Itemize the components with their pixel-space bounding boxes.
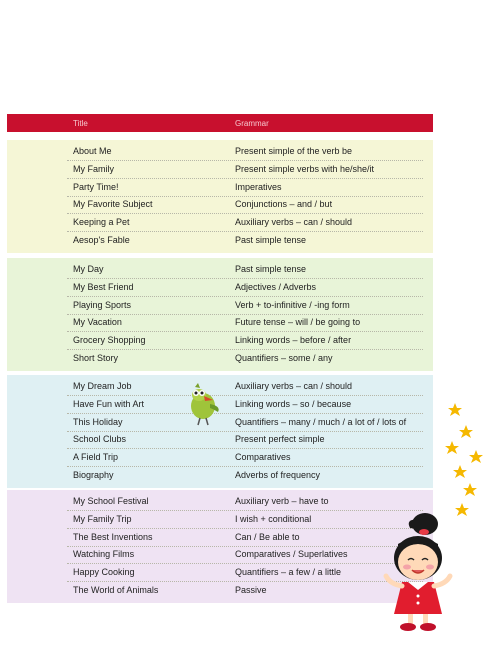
- grammar-topic: Quantifiers – some / any: [235, 353, 333, 363]
- grammar-topic: Can / Be able to: [235, 531, 300, 542]
- grammar-topic: Quantifiers – a few / a little: [235, 567, 342, 578]
- table-row: [7, 179, 433, 197]
- table-row: [7, 214, 433, 232]
- grammar-topic: Linking words – so / because: [235, 398, 352, 409]
- unit-section: [7, 258, 433, 371]
- grammar-topic: Present simple of the verb be: [235, 146, 353, 156]
- grammar-topic: Past simple tense: [235, 235, 307, 245]
- unit-section: [7, 140, 433, 253]
- unit-title: Short Story: [73, 353, 119, 363]
- unit-title: My Vacation: [73, 317, 122, 328]
- table-row: [7, 261, 433, 279]
- grammar-topic: I wish + conditional: [235, 513, 312, 524]
- table-row: [7, 143, 433, 161]
- grammar-topic: Verb + to-infinitive / -ing form: [235, 299, 350, 310]
- unit-title: Have Fun with Art: [73, 398, 145, 409]
- grammar-topic: Past simple tense: [235, 264, 307, 274]
- unit-title: My Dream Job: [73, 381, 132, 391]
- unit-title: Party Time!: [73, 181, 119, 192]
- unit-section: [7, 490, 433, 603]
- table-row: [7, 449, 433, 467]
- unit-title: The Best Inventions: [73, 531, 153, 542]
- unit-title: My School Festival: [73, 496, 149, 506]
- unit-title: Aesop's Fable: [73, 235, 130, 245]
- grammar-topic: Quantifiers – many / much / a lot of / lots of: [235, 416, 407, 427]
- girl-character-icon: [380, 510, 465, 635]
- grammar-topic: Conjunctions – and / but: [235, 199, 333, 210]
- grammar-topic: Present perfect simple: [235, 434, 325, 445]
- unit-title: The World of Animals: [73, 585, 159, 595]
- table-row: [7, 493, 433, 511]
- green-bird-icon: [185, 382, 225, 427]
- grammar-topic: Imperatives: [235, 181, 282, 192]
- unit-title: School Clubs: [73, 434, 127, 445]
- unit-title: My Family Trip: [73, 513, 132, 524]
- grammar-topic: Present simple verbs with he/she/it: [235, 163, 375, 174]
- grammar-topic: Future tense – will / be going to: [235, 317, 361, 328]
- unit-title: My Day: [73, 264, 104, 274]
- table-row: [7, 431, 433, 449]
- table-row: [7, 279, 433, 297]
- unit-title: Playing Sports: [73, 299, 132, 310]
- unit-title: This Holiday: [73, 416, 123, 427]
- table-row: [7, 232, 433, 250]
- table-row: [7, 196, 433, 214]
- grammar-topic: Comparatives / Superlatives: [235, 549, 348, 560]
- table-row: [7, 332, 433, 350]
- table-row: [7, 511, 433, 529]
- unit-title: A Field Trip: [73, 452, 119, 463]
- table-row: [7, 582, 433, 600]
- table-row: [7, 314, 433, 332]
- grammar-column-header: Grammar: [235, 119, 269, 128]
- grammar-topic: Auxiliary verbs – can / should: [235, 217, 353, 228]
- unit-title: About Me: [73, 146, 112, 156]
- unit-title: My Family: [73, 163, 114, 174]
- grammar-topic: Passive: [235, 585, 267, 595]
- table-row: [7, 564, 433, 582]
- table-row: [7, 546, 433, 564]
- table-row: [7, 161, 433, 179]
- unit-title: Grocery Shopping: [73, 335, 146, 346]
- unit-title: My Best Friend: [73, 281, 134, 292]
- table-row: [7, 297, 433, 315]
- unit-title: My Favorite Subject: [73, 199, 153, 210]
- grammar-topic: Comparatives: [235, 452, 291, 463]
- grammar-topic: Auxiliary verb – have to: [235, 496, 329, 506]
- unit-title: Happy Cooking: [73, 567, 135, 578]
- unit-title: Keeping a Pet: [73, 217, 130, 228]
- grammar-topic: Adjectives / Adverbs: [235, 281, 317, 292]
- unit-title: Watching Films: [73, 549, 135, 560]
- table-header: [7, 114, 433, 132]
- stars-decoration-icon: [440, 395, 500, 525]
- grammar-topic: Linking words – before / after: [235, 335, 352, 346]
- table-row: [7, 467, 433, 485]
- unit-title: Biography: [73, 470, 114, 480]
- table-row: [7, 529, 433, 547]
- title-column-header: Title: [73, 119, 88, 128]
- grammar-topic: Auxiliary verbs – can / should: [235, 381, 353, 391]
- grammar-topic: Adverbs of frequency: [235, 470, 321, 480]
- table-row: [7, 350, 433, 368]
